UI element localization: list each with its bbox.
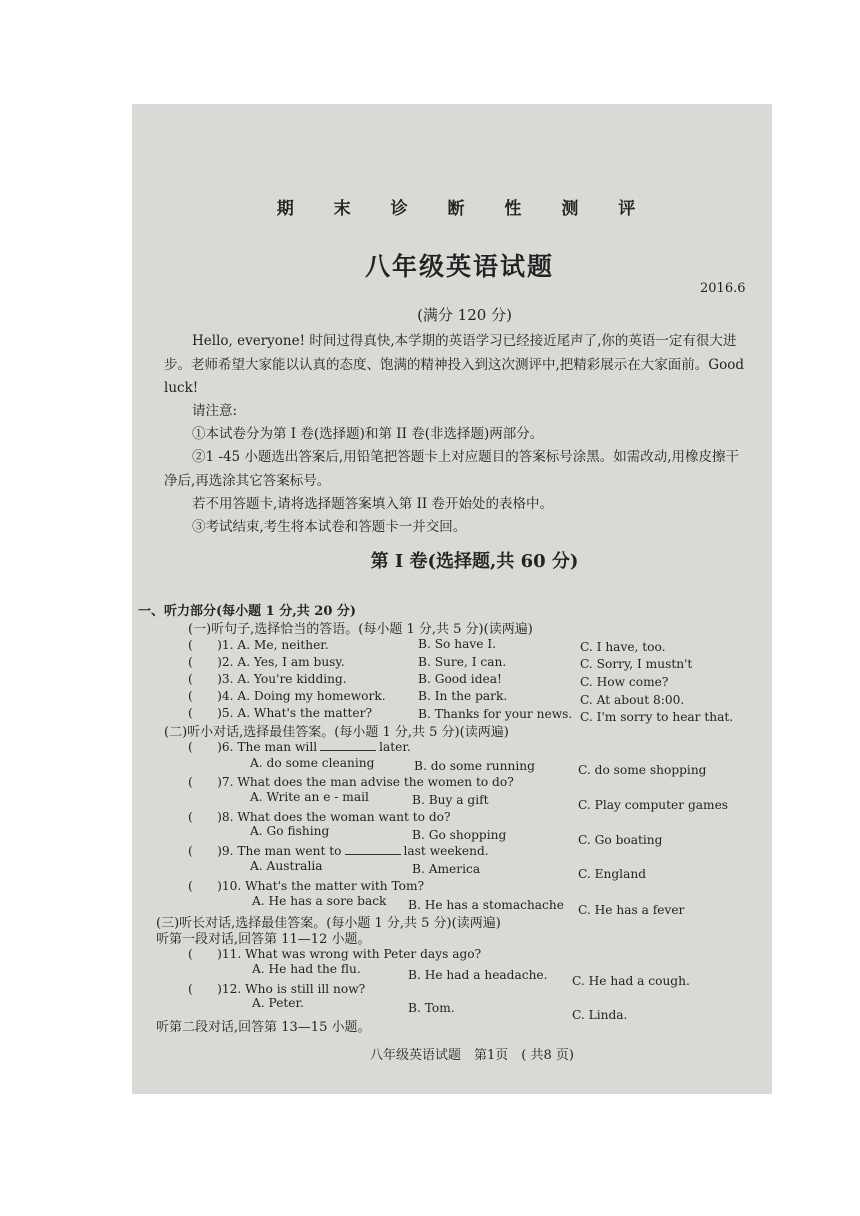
question-9-option-c: C. England xyxy=(578,867,647,881)
question-11-option-a: A. He had the flu. xyxy=(252,962,361,976)
question-4-option-c: C. At about 8:00. xyxy=(580,693,685,707)
answer-blank xyxy=(320,749,376,751)
question-6-stem-b: later. xyxy=(379,740,411,754)
question-7-option-c: C. Play computer games xyxy=(578,798,729,812)
question-12-option-a: A. Peter. xyxy=(252,996,304,1010)
question-3-option-b: B. Good idea! xyxy=(418,672,502,686)
question-9-option-b: B. America xyxy=(412,862,481,876)
question-4-option-b: B. In the park. xyxy=(418,689,508,703)
question-9-stem-b: last weekend. xyxy=(403,844,489,858)
listening-sub3-title: (三)听长对话,选择最佳答案。(每小题 1 分,共 5 分)(读两遍) xyxy=(156,916,501,931)
question-5-option-b: B. Thanks for your news. xyxy=(418,707,573,721)
notice-item-4: ③考试结束,考生将本试卷和答题卡一并交回。 xyxy=(192,519,467,535)
page-footer: 八年级英语试题 第1页 ( 共8 页) xyxy=(370,1048,574,1063)
question-12-option-b: B. Tom. xyxy=(408,1001,455,1015)
question-12: ( )12. Who is still ill now? xyxy=(188,982,366,996)
question-8: ( )8. What does the woman want to do? xyxy=(188,810,451,824)
question-6-option-b: B. do some running xyxy=(414,759,535,773)
question-6-stem-a: ( )6. The man will xyxy=(188,740,318,754)
question-9-option-a: A. Australia xyxy=(250,859,323,873)
question-10-option-c: C. He has a fever xyxy=(578,903,685,917)
exam-series-title: 期 末 诊 断 性 测 评 xyxy=(276,199,653,219)
question-9-stem-a: ( )9. The man went to xyxy=(188,844,342,858)
question-11: ( )11. What was wrong with Peter days ago? xyxy=(188,947,482,961)
question-6 xyxy=(188,738,411,755)
dialog-2-instruction: 听第二段对话,回答第 13—15 小题。 xyxy=(156,1020,371,1035)
notice-item-2: ②1 -45 小题选出答案后,用铅笔把答题卡上对应题目的答案标号涂黑。如需改动,用橡皮擦干净后,再选涂其它答案标号。 xyxy=(164,449,739,489)
question-1: ( )1. A. Me, neither. xyxy=(188,638,329,652)
notice-label: 请注意: xyxy=(192,403,238,419)
question-6-option-c: C. do some shopping xyxy=(578,763,707,777)
notice-item-3: 若不用答题卡,请将选择题答案填入第 II 卷开始处的表格中。 xyxy=(192,496,554,512)
answer-blank xyxy=(345,853,401,855)
question-10: ( )10. What's the matter with Tom? xyxy=(188,879,425,893)
exam-date: 2016.6 xyxy=(700,281,746,296)
question-8-option-c: C. Go boating xyxy=(578,833,663,847)
question-7-option-a: A. Write an e - mail xyxy=(250,790,369,804)
question-9 xyxy=(188,842,489,859)
question-11-option-c: C. He had a cough. xyxy=(572,974,690,988)
listening-part-title: 一、听力部分(每小题 1 分,共 20 分) xyxy=(138,604,357,619)
notice-item-1: ①本试卷分为第 I 卷(选择题)和第 II 卷(非选择题)两部分。 xyxy=(192,426,544,442)
question-5-option-c: C. I'm sorry to hear that. xyxy=(580,710,734,724)
question-8-option-a: A. Go fishing xyxy=(250,824,330,838)
listening-sub1-title: (一)听句子,选择恰当的答语。(每小题 1 分,共 5 分)(读两遍) xyxy=(188,622,533,637)
question-8-option-b: B. Go shopping xyxy=(412,828,507,842)
full-score: (满分 120 分) xyxy=(417,306,512,324)
question-3: ( )3. A. You're kidding. xyxy=(188,672,347,686)
question-10-option-b: B. He has a stomachache xyxy=(408,898,564,912)
question-1-option-b: B. So have I. xyxy=(418,637,497,651)
question-6-option-a: A. do some cleaning xyxy=(250,756,375,770)
question-10-option-a: A. He has a sore back xyxy=(252,894,387,908)
question-11-option-b: B. He had a headache. xyxy=(408,968,548,982)
question-2-option-c: C. Sorry, I mustn't xyxy=(580,657,693,671)
question-7-option-b: B. Buy a gift xyxy=(412,793,489,807)
question-2: ( )2. A. Yes, I am busy. xyxy=(188,655,345,669)
question-1-option-c: C. I have, too. xyxy=(580,640,666,654)
exam-title: 八年级英语试题 xyxy=(364,252,554,281)
question-7: ( )7. What does the man advise the women to do? xyxy=(188,775,514,789)
dialog-1-instruction: 听第一段对话,回答第 11—12 小题。 xyxy=(156,932,371,947)
exam-page xyxy=(132,104,772,1094)
question-5: ( )5. A. What's the matter? xyxy=(188,706,372,720)
question-12-option-c: C. Linda. xyxy=(572,1008,628,1022)
question-4: ( )4. A. Doing my homework. xyxy=(188,689,386,703)
listening-sub2-title: (二)听小对话,选择最佳答案。(每小题 1 分,共 5 分)(读两遍) xyxy=(164,725,509,740)
section-title: 第 I 卷(选择题,共 60 分) xyxy=(370,551,579,572)
question-3-option-c: C. How come? xyxy=(580,675,669,689)
intro-paragraph: Hello, everyone! 时间过得真快,本学期的英语学习已经接近尾声了,你的英语一定有很大进步。老师希望大家能以认真的态度、饱满的精神投入到这次测评中,把精彩展示在大家面前。Good luck! xyxy=(164,333,744,396)
question-2-option-b: B. Sure, I can. xyxy=(418,655,507,669)
